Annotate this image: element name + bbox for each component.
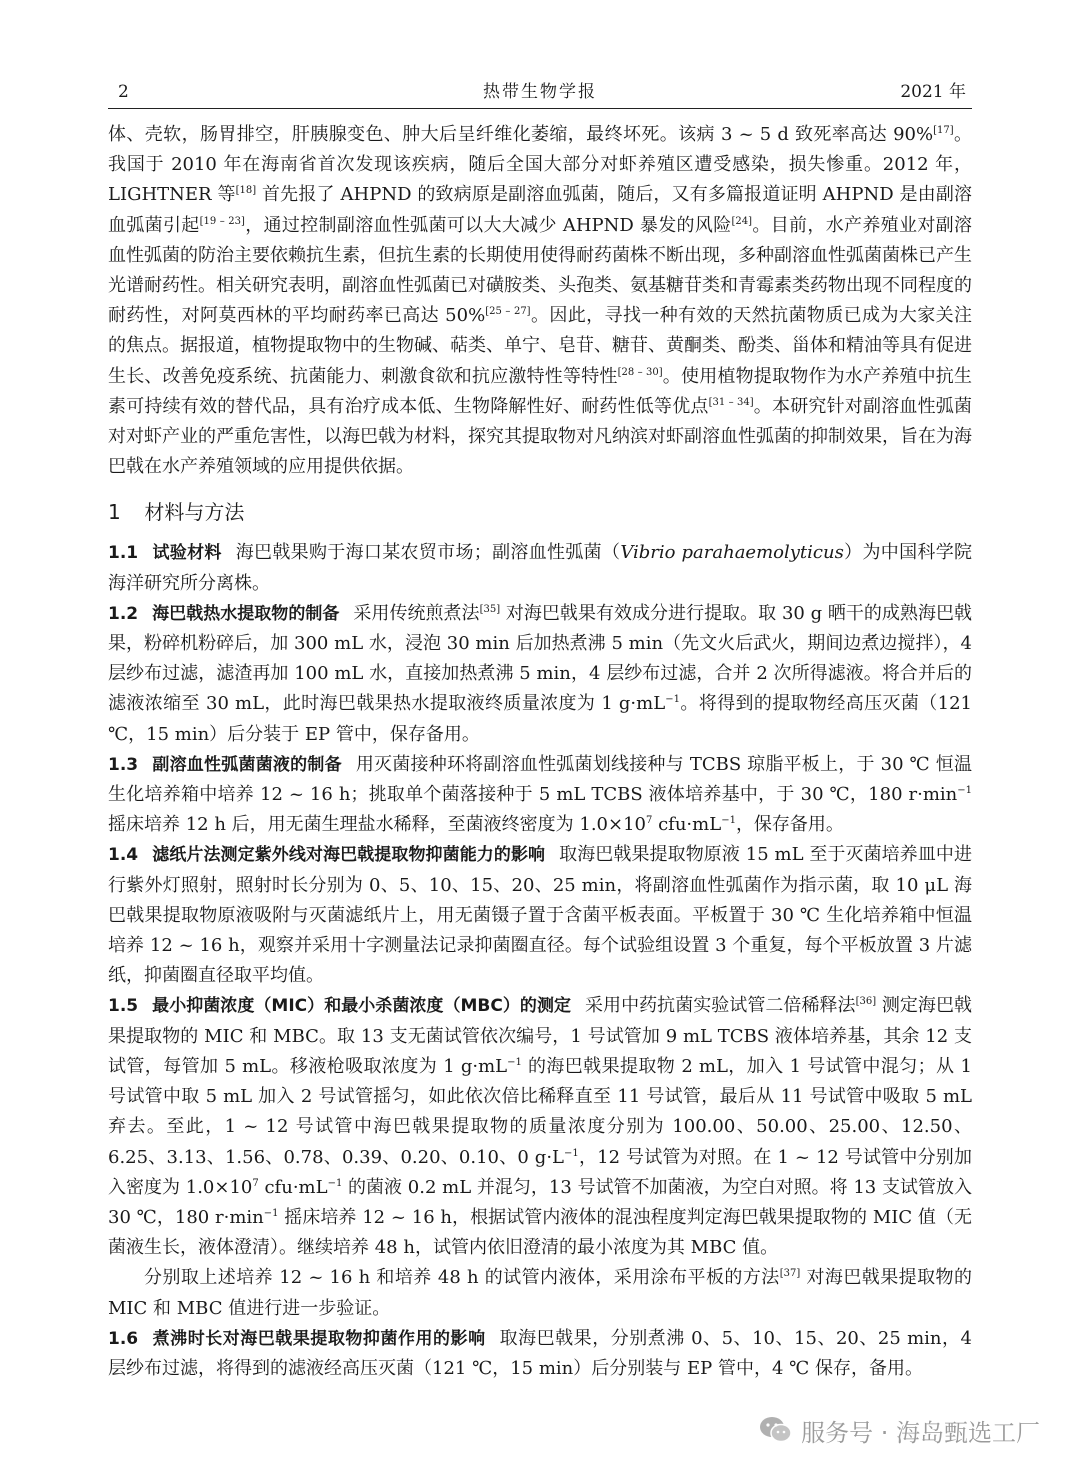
running-header (108, 78, 972, 106)
article-body (108, 120, 972, 1384)
subsection-1-3: 1.3 副溶血性弧菌菌液的制备 用灭菌接种环将副溶血性弧菌划线接种与 TCBS 琼脂平板上，于 30 ℃ 恒温生化培养箱中培养 12 ~ 16 h；挑取单个菌落接种于 5 mL TCBS 液体培养基中，于 30 ℃，180 $r\cdot\min^{-1}$ 摇床培养 12 h 后，用无菌生理盐水稀释，至菌液终密度为 $1.0\times 10^7$ $cfu\cdot mL^{-1}$，保存备用。 (108, 753, 973, 836)
subsection-1-5-paragraph-2: 分别取上述培养 12 ~ 16 h 和培养 48 h 的试管内液体，采用涂布平板的方法[37] 对海巴戟果提取物的 MIC 和 MBC 值进行进一步验证。 (108, 1267, 972, 1319)
wechat-icon (759, 1415, 793, 1445)
watermark-text: 服务号 · 海岛甄选工厂 (801, 1418, 1040, 1447)
subsection-1-5: 1.5 最小抑菌浓度（MIC）和最小杀菌浓度（MBC）的测定 采用中药抗菌实验试管二倍稀释法[36] 测定海巴戟果提取物的 MIC 和 MBC。取 13 支无菌试管依次编号，1 号试管加 9 mL TCBS 液体培养基，其余 12 支试管，每管加 5 mL。移液枪吸取浓度为 1 $g\cdot mL^{-1}$ 的海巴戟果提取物 2 mL，加入 1 号试管中混匀；从 1 号试管中取 5 mL 加入 2 号试管摇匀，如此依次倍比稀释直至 11 号试管，最后从 11 号试管中吸取 5 mL 弃去。至此，1 ~ 12 号试管中海巴戟果提取物的质量浓度分别为 100.00、50.00、25.00、12.50、6.25、3.13、1.56、0.78、0.39、0.20、0.10、0 $g\cdot L^{-1}$，12 号试管为对照。在 1 ~ 12 号试管中分别加入密度为 $1.0\times 10^7$ $cfu\cdot mL^{-1}$ 的菌液 0.2 mL 并混匀，13 号试管不加菌液，为空白对照。将 13 支试管放入 30 ℃，180 $r\cdot\min^{-1}$ 摇床培养 12 ~ 16 h，根据试管内液体的混浊程度判定海巴戟果提取物的 MIC 值（无菌液生长，液体澄清）。继续培养 48 h，试管内依旧澄清的最小浓度为其 MBC 值。 (108, 995, 973, 1259)
subsection-1-2: 1.2 海巴戟热水提取物的制备 采用传统煎煮法[35] 对海巴戟果有效成分进行提取。取 30 g 晒干的成熟海巴戟果，粉碎机粉碎后，加 300 mL 水，浸泡 30 min 后加热煮沸 5 min（先文火后武火，期间边煮边搅拌），4 层纱布过滤，滤渣再加 100 mL 水，直接加热煮沸 5 min，4 层纱布过滤，合并 2 次所得滤液。将合并后的滤液浓缩至 30 mL，此时海巴戟果热水提取液终质量浓度为 1 $g\cdot mL^{-1}$。将得到的提取物经高压灭菌（121 ℃，15 min）后分装于 EP 管中，保存备用。 (108, 602, 973, 745)
page-number: 2 (118, 82, 129, 102)
publication-year: 2021 年 (900, 82, 966, 102)
intro-paragraph: 体、壳软，肠胃排空，肝胰腺变色、肿大后呈纤维化萎缩，最终坏死。该病 3 ~ 5 d 致死率高达 90%[17]。我国于 2010 年在海南省首次发现该疾病，随后全国大部分对虾养殖区遭受感染，损失惨重。2012 年，LIGHTNER 等[18] 首先报了 AHPND 的致病原是副溶血弧菌，随后，又有多篇报道证明 AHPND 是由副溶血弧菌引起[19 – 23]，通过控制副溶血性弧菌可以大大减少 AHPND 暴发的风险[24]。目前，水产养殖业对副溶血性弧菌的防治主要依赖抗生素，但抗生素的长期使用使得耐药菌株不断出现，多种副溶血性弧菌菌株已产生光谱耐药性。相关研究表明，副溶血性弧菌已对磺胺类、头孢类、氨基糖苷类和青霉素类药物出现不同程度的耐药性，对阿莫西林的平均耐药率已高达 50%[25 – 27]。因此，寻找一种有效的天然抗菌物质已成为大家关注的焦点。据报道，植物提取物中的生物碱、萜类、单宁、皂苷、糖苷、黄酮类、酚类、甾体和精油等具有促进生长、改善免疫系统、抗菌能力、刺激食欲和抗应激特性等特性[28 – 30]。使用植物提取物作为水产养殖中抗生素可持续有效的替代品，具有治疗成本低、生物降解性好、耐药性低等优点[31 – 34]。本研究针对副溶血性弧菌对对虾产业的严重危害性，以海巴戟为材料，探究其提取物对凡纳滨对虾副溶血性弧菌的抑制效果，旨在为海巴戟在水产养殖领域的应用提供依据。 (108, 124, 973, 478)
journal-title: 热带生物学报 (483, 82, 597, 102)
section-heading-1: 1 材料与方法 (108, 500, 245, 525)
subsection-1-4: 1.4 滤纸片法测定紫外线对海巴戟提取物抑菌能力的影响 取海巴戟果提取物原液 15 mL 至于灭菌培养皿中进行紫外灯照射，照射时长分别为 0、5、10、15、20、25 min，将副溶血性弧菌作为指示菌，取 10 μL 海巴戟果提取物原液吸附与灭菌滤纸片上，用无菌镊子置于含菌平板表面。平板置于 30 ℃ 生化培养箱中恒温培养 12 ~ 16 h，观察并采用十字测量法记录抑菌圈直径。每个试验组设置 3 个重复，每个平板放置 3 片滤纸，抑菌圈直径取平均值。 (108, 844, 972, 987)
wechat-watermark (759, 1410, 1040, 1450)
header-rule (108, 108, 972, 109)
subsection-1-1: 1.1 试验材料 海巴戟果购于海口某农贸市场；副溶血性弧菌（Vibrio parahaemolyticus）为中国科学院海洋研究所分离株。 (108, 542, 973, 594)
subsection-1-6: 1.6 煮沸时长对海巴戟果提取物抑菌作用的影响 取海巴戟果，分别煮沸 0、5、10、15、20、25 min，4 层纱布过滤，将得到的滤液经高压灭菌（121 ℃，15 min）后分别装与 EP 管中，4 ℃ 保存，备用。 (108, 1327, 972, 1379)
